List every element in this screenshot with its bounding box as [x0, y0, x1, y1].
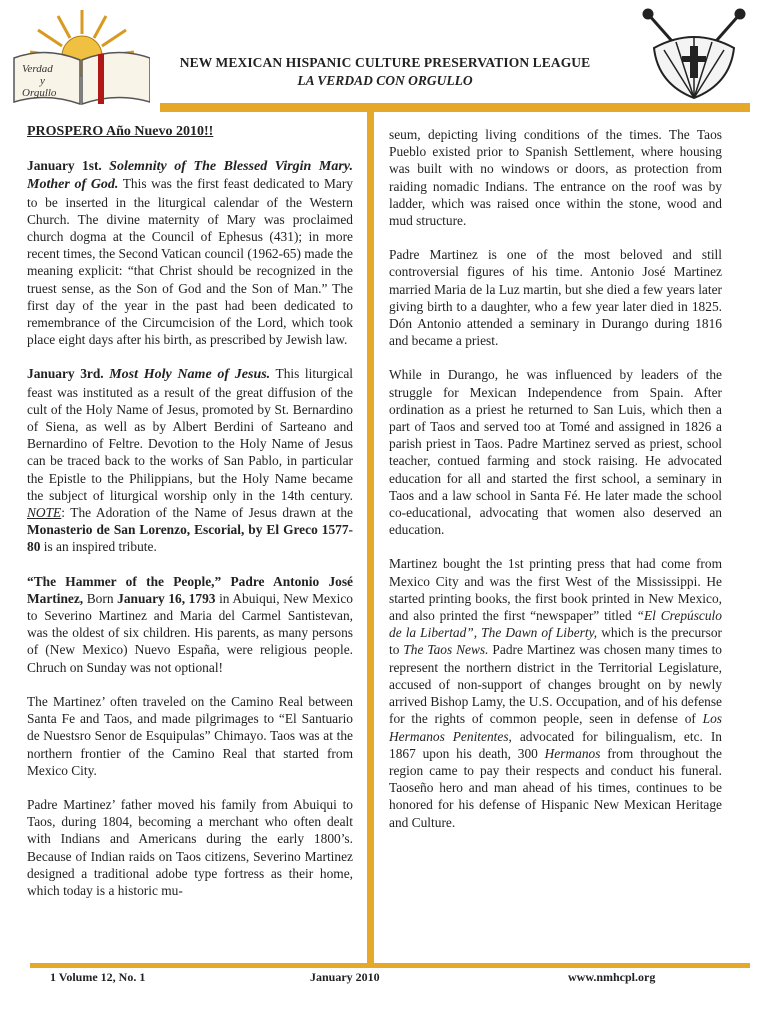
- paragraph-camino-real: The Martinez’ often traveled on the Camino Real between Santa Fe and Taos, and made pilgrimages to “El Santuario de Nuestsro Senor de Esquipulas” Chimayo. Taos was at the northern frontier of the Camino Real that started from Mexico City.: [27, 693, 353, 778]
- paragraph-text: Padre Martinez was chosen many times to represent the northern district in the Territorial Legislature, accused of non-support of changes brought on by newly arrived Bishop Lamy, the U.S. Occupation, and of his defense for the rights of common people, seen in defense of: [389, 642, 723, 727]
- scallop-shell-emblem: [634, 6, 754, 102]
- paragraph-taos-move: Padre Martinez’ father moved his family from Abuiqui to Taos, during 1804, becoming a merchant who often dealt with Indians and Americans during the early 1800’s. Because of Indian raids on Taos citizens, Severino Martinez designed a traditional adobe type fortress as their home, which today is a historic mu-: [27, 796, 353, 898]
- feast-title: Solemnity of The Blessed Virgin Mary. Mother of God.: [27, 159, 353, 193]
- italic-text: The Taos News.: [403, 642, 489, 658]
- paragraph-durango: While in Durango, he was influenced by leaders of the struggle for Mexican Independence from Spain. After ordination as a priest he returned to San Luis, which then a part of Taos and served too at Tomé and assigned in 1826 a parish priest in Taos. Padre Martinez served as priest, school teacher, contued farming and stock raising. He advocated education for all and started the first school, a seminary in Taos and a law school in Santa Fé. He later made the school co-educational, advocating that women also deserved an education.: [389, 367, 722, 538]
- footer-date: January 2010: [310, 970, 380, 984]
- bold-text: Monasterio de San Lorenzo, Escorial, by El Greco 1577-80: [27, 522, 353, 555]
- logo-word-3: Orgullo: [22, 87, 57, 99]
- league-logo: [10, 8, 150, 108]
- paragraph-text: Martinez bought the 1st printing press that had come from Mexico City and was the first West of the Mississippi. He started printing books, the first book printed in New Mexico, and also printed the first “newspaper” titled: [389, 556, 722, 624]
- right-column: [389, 126, 722, 848]
- paragraph-text: Born: [83, 590, 118, 606]
- bold-text: January 16, 1793: [117, 590, 216, 606]
- paragraph-text: which is the precursor to: [389, 625, 722, 658]
- date-label: January 1st.: [27, 158, 102, 174]
- newsletter-title: NEW MEXICAN HISPANIC CULTURE PRESERVATION LEAGUE: [179, 55, 591, 70]
- italic-text: Hermanos: [544, 745, 601, 761]
- paragraph-beloved: Padre Martinez is one of the most beloved and still controversial figures of his time. Antonio José Martinez married Maria de la Luz martin, but she died a few years later giving birth to a daughter, who a few year later died in 1825. Dón Antonio attended a seminary in Durango during 1816 and became a priest.: [389, 247, 722, 349]
- paragraph-printing-press: [389, 555, 722, 830]
- column-divider: [367, 112, 374, 967]
- paragraph-museum: seum, depicting living conditions of the times. The Taos Pueblo existed prior to Spanish Settlement, where housing was built with no windows or doors, as protection from raiding nomadic Indians. The entrance on the roof was by ladder, which was raised once within the stone, wood and mud structure.: [389, 127, 722, 229]
- feast-title: Most Holy Name of Jesus.: [109, 367, 271, 383]
- paragraph-jan-3: [27, 365, 353, 555]
- italic-text: “El Crepúsculo de la Libertad”, The Dawn of Liberty,: [389, 608, 722, 641]
- left-column: [27, 122, 353, 916]
- logo-word-2: y: [40, 75, 45, 87]
- note-label: NOTE: [27, 505, 62, 521]
- paragraph-jan-1: [27, 157, 353, 348]
- footer-website: www.nmhcpl.org: [568, 970, 656, 984]
- date-label: January 3rd.: [27, 366, 104, 382]
- paragraph-text: from throughout the region came to pay their respects and conduct his funeral. Taoseño hero and man ahead of his times, continues to be honored for his defense of Hispanic New Mexican Heritage and Culture.: [389, 745, 723, 830]
- newsletter-subtitle: LA VERDAD CON ORGULLO: [297, 73, 473, 88]
- footer-rule: [30, 963, 750, 968]
- bold-text: “The Hammer of the People,” Padre Antonio José Martinez,: [27, 573, 353, 606]
- italic-text: Los Hermanos Penitentes: [389, 711, 722, 744]
- paragraph-text: : The Adoration of the Name of Jesus drawn at the: [61, 505, 353, 521]
- masthead: [150, 55, 620, 89]
- logo-word-1: Verdad: [22, 63, 53, 75]
- header-rule: [160, 103, 750, 112]
- paragraph-text: is an inspired tribute.: [40, 539, 157, 555]
- paragraph-text: This was the first feast dedicated to Mary to be inserted in the liturgical calendar of the Western Church. The divine maternity of Mary was proclaimed church dogma at the Council of Ephesus (431); in more recent times, the Second Vatican council (1962-65) made the meaning explicit: “that Christ should be recognized in the truest sense, as the Son of God and the Son of Man.” The first day of the year in the past had been dedicated to remembrance of the Circumcision of the Lord, which took place eight days after his birth, as prescribed by Jewish law.: [27, 176, 353, 348]
- paragraph-martinez-intro: [27, 573, 353, 676]
- paragraph-text: This liturgical feast was instituted as a result of the great diffusion of the cult of the Holy Name of Jesus, promoted by St. Bernardino of Siena, as well as by Albert Berdini of Sarteano and Bernardino of Feltre. Devotion to the Holy Name of Jesus can be traced back to the works of San Pablo, in particular the Epistle to the Philippians, but the Holy Name became the subject of liturgical worship only in the 14th century.: [27, 366, 353, 503]
- article-heading: PROSPERO Año Nuevo 2010!!: [27, 124, 214, 139]
- paragraph-text: in Abuiqui, New Mexico to Severino Martinez and Maria del Carmel Santistevan, was the oldest of six children. His parents, as many persons of (New Mexico) Nuevo España, were religious people. Chruch on Sunday was not optional!: [27, 590, 353, 675]
- footer-volume: 1 Volume 12, No. 1: [50, 970, 146, 984]
- scallop-shell-icon: [654, 37, 734, 98]
- paragraph-text: , advocated for bilingualism, etc. In 1867 upon his death, 300: [389, 728, 722, 761]
